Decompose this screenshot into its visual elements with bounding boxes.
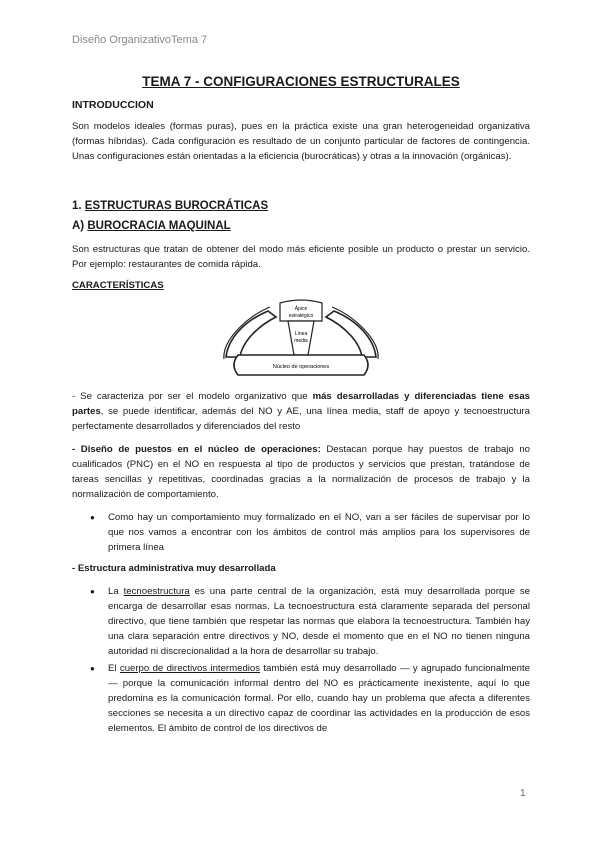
bullet-list-2 (72, 584, 530, 736)
paragraph-model: - Se caracteriza por ser el modelo organizativo que más desarrolladas y diferenciadas tiene esas partes, se puede identificar, además del NO y AE, una línea media, staff de apoyo y tecnoestructura perfectamente desarrollados y diferenciados del resto (72, 391, 530, 432)
bullet-list-1 (72, 510, 530, 555)
paragraph-job-design: - Diseño de puestos en el núcleo de operaciones: Destacan porque hay puestos de trabajo no cualificados (PNC) en el NO en respuesta al tipo de productos y servicios que prestan, tratándose de tareas sencillas y repetitivas, coordinadas gracias a la normalización de procesos de trabajo y la normalización de comportamiento. (72, 444, 530, 500)
section-a-heading: A) BUROCRACIA MAQUINAL (72, 220, 231, 232)
apex-label-line-1: Ápice (294, 306, 308, 312)
left-arch-outline (224, 307, 270, 359)
apex-label-line-2: estratégico (288, 313, 314, 319)
page-number: 1 (520, 788, 526, 799)
intro-paragraph: Son modelos ideales (formas puras), pues en la práctica existe una gran heterogeneidad organizativa (formas híbridas). Cada configuración es resultado de un conjunto particular de factores de contingencia. Unas configuraciones están orientadas a la eficiencia (burocráticas) y otras a la innovación (orgánicas). (72, 121, 530, 162)
middle-label-line-2: media (294, 338, 308, 344)
mintzberg-structure-diagram (72, 299, 530, 377)
section-a-paragraph: Son estructuras que tratan de obtener del modo más eficiente posible un producto o prestar un servicio. Por ejemplo: restaurantes de comida rápida. (72, 244, 530, 270)
document-body (72, 70, 530, 742)
organization-diagram-figure (216, 299, 386, 377)
list-item: ● El cuerpo de directivos intermedios también está muy desarrollado — y agrupado funcionalmente — porque la comunicación informal dentro del NO es prácticamente inexistente, aquí lo que predomina es la comunicación formal. Por ello, cuando hay un problema que afecta a diferentes secciones se necesita a un directivo capaz de coordinar las actividades en la producción de esos elementos. El ámbito de control de los directivos de (108, 661, 530, 736)
list-item: ● La tecnoestructura es una parte central de la organización, está muy desarrollada porque se encarga de desarrollar esas normas. La tecnoestructura está claramente separada del personal directivo, que tiene también que respetar las normas que elabora la tecnoestructura. También hay una clara separación entre directivos y NO, desde el momento que en el NO no tienen ninguna autoridad ni discrecionalidad a la hora de desarrollar su trabajo. (108, 584, 530, 659)
paragraph-admin-structure: - Estructura administrativa muy desarrollada (72, 563, 276, 574)
operating-core-label: Núcleo de operaciones (272, 364, 330, 370)
list-item: ● Como hay un comportamiento muy formalizado en el NO, van a ser fáciles de supervisar por lo que nos vamos a encontrar con los ámbitos de control más amplios para los supervisores de primera línea (108, 510, 530, 555)
middle-label-line-1: Línea (294, 331, 308, 337)
section-1-heading: 1. ESTRUCTURAS BUROCRÁTICAS (72, 200, 269, 212)
page-header: Diseño OrganizativoTema 7 (72, 34, 208, 46)
caracteristicas-heading: CARACTERÍSTICAS (72, 280, 164, 291)
document-title: TEMA 7 - CONFIGURACIONES ESTRUCTURALES (142, 74, 460, 89)
intro-heading: INTRODUCCION (72, 99, 154, 111)
right-arch-outline (332, 307, 378, 359)
